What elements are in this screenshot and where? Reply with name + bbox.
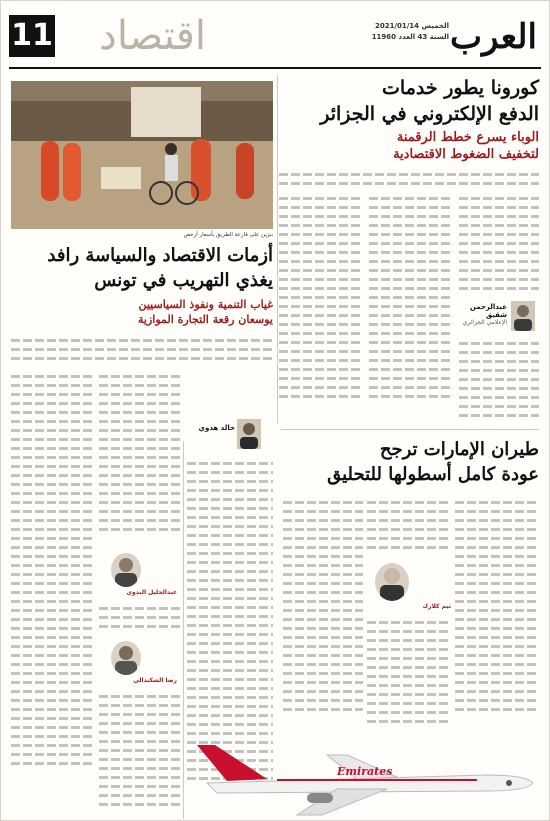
tunisia-column-2b <box>99 689 183 815</box>
column-divider <box>277 75 278 423</box>
fuel-smuggling-photo <box>11 81 273 229</box>
algeria-column-1 <box>459 191 539 296</box>
masthead <box>9 13 541 71</box>
section-divider <box>281 429 539 430</box>
tunisia-column-3 <box>11 369 95 817</box>
aircraft-livery-text: Emirates <box>337 765 393 778</box>
tunisia-intro <box>11 333 273 363</box>
algeria-headline: كورونا يطور خدمات الدفع الإلكتروني في الجزائر <box>320 77 539 125</box>
issue-info <box>372 21 449 43</box>
algeria-column-1b <box>459 336 539 421</box>
section-title: اقتصاد <box>99 13 206 59</box>
tunisia-column-2 <box>99 369 183 549</box>
photo-caption: بنزين على قارعة الطريق بأسعار أرخص <box>183 232 273 238</box>
newspaper-logo: العرب <box>450 17 537 57</box>
emirates-column-1 <box>455 495 539 731</box>
quote-1-name: عبدالجليل البدوي <box>126 589 177 596</box>
emirates-column-2b <box>367 615 451 731</box>
column-divider-lower <box>183 441 184 819</box>
tunisia-headline: أزمات الاقتصاد والسياسة رافد يغذي التهريب في تونس <box>47 245 273 291</box>
portrait-icon <box>111 641 141 675</box>
portrait-icon <box>375 563 409 601</box>
quote-photo-1 <box>111 553 141 587</box>
portrait-icon <box>511 301 535 331</box>
author-photo <box>511 301 535 331</box>
masthead-rule <box>9 67 541 69</box>
emirates-headline: طيران الإمارات ترجح عودة كامل أسطولها للتحليق <box>327 439 539 485</box>
emirates-quote-photo <box>375 563 409 601</box>
quote-1-text <box>99 601 183 631</box>
quote-photo-2 <box>111 641 141 675</box>
emirates-column-2 <box>367 495 451 559</box>
tunisia-author-photo <box>237 419 261 449</box>
page-number: 11 <box>9 15 55 57</box>
tunisia-deck: غياب التنمية ونفوذ السياسيين يوسعان رقعة التجارة الموازية <box>138 298 273 326</box>
algeria-column-3 <box>279 191 363 421</box>
algeria-intro <box>279 167 539 189</box>
tunisia-author: خالد هدوي <box>198 424 235 432</box>
emirates-quote-name: تيم كلارك <box>422 603 451 610</box>
street-scene-image <box>11 81 273 229</box>
issue-line: السنة 43 العدد 11960 <box>371 33 449 41</box>
emirates-column-3 <box>283 495 363 731</box>
portrait-icon <box>111 553 141 587</box>
algeria-author: عبدالرحمن شقيق الإعلامي الجزائري <box>462 303 507 326</box>
emirates-aircraft-photo <box>187 731 541 817</box>
quote-2-name: رضا الشكندالي <box>133 677 177 684</box>
date-line: الخميس 2021/01/14 <box>374 22 449 30</box>
portrait-icon <box>237 419 261 449</box>
algeria-column-2 <box>369 191 453 421</box>
algeria-deck: الوباء يسرع خطط الرقمنة لتخفيف الضغوط الاقتصادية <box>393 130 539 162</box>
